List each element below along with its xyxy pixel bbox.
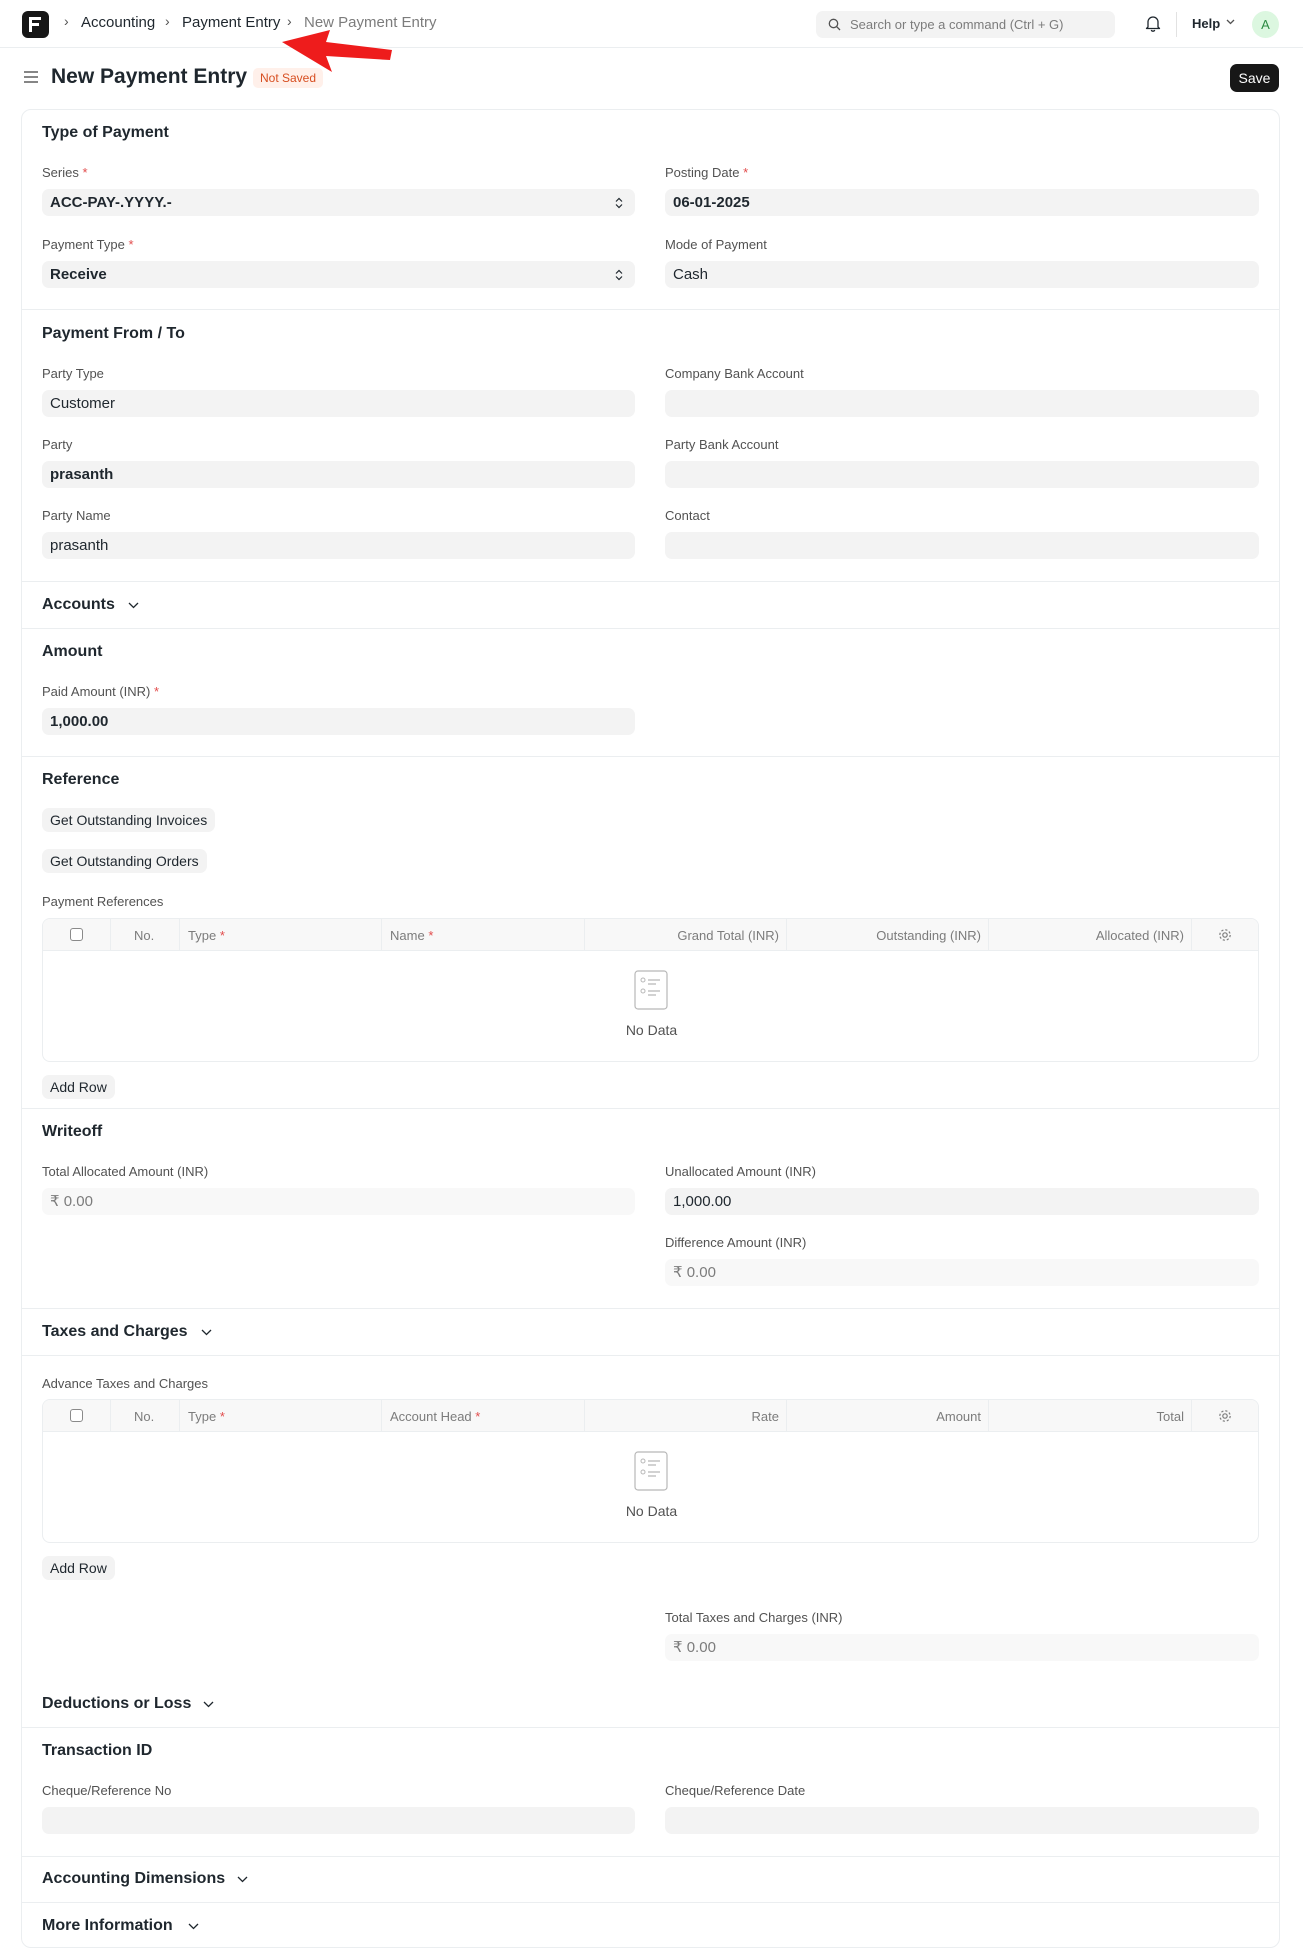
search-icon — [828, 18, 841, 31]
contact-label: Contact — [665, 508, 710, 523]
breadcrumb-separator-icon: › — [165, 13, 170, 29]
breadcrumb-payment-entry[interactable]: Payment Entry — [182, 14, 281, 31]
search-input[interactable] — [850, 11, 1105, 38]
payment-references-label: Payment References — [42, 894, 164, 909]
get-outstanding-invoices-button[interactable]: Get Outstanding Invoices — [42, 808, 215, 832]
breadcrumb-separator-icon: › — [64, 13, 69, 29]
page-title: New Payment Entry — [51, 65, 248, 88]
breadcrumb-accounting[interactable]: Accounting — [81, 14, 156, 31]
column-divider — [381, 919, 382, 951]
unallocated-field: 1,000.00 — [665, 1188, 1259, 1215]
column-header-type: Type * — [188, 928, 225, 943]
search-bar[interactable] — [816, 11, 1115, 38]
breadcrumb-new-payment-entry: New Payment Entry — [304, 14, 437, 31]
section-accounting-dimensions-toggle[interactable]: Accounting Dimensions — [42, 1870, 226, 1887]
section-amount-title: Amount — [42, 643, 103, 660]
column-header-outstanding: Outstanding (INR) — [876, 928, 981, 943]
help-menu[interactable]: Help — [1192, 16, 1221, 31]
column-divider — [584, 919, 585, 951]
column-divider — [110, 1400, 111, 1432]
column-header-amount: Amount — [936, 1409, 981, 1424]
company-bank-account-field[interactable] — [665, 390, 1259, 417]
chevron-down-icon[interactable] — [128, 602, 139, 609]
party-name-field[interactable]: prasanth — [42, 532, 635, 559]
status-badge: Not Saved — [253, 68, 323, 88]
unallocated-label: Unallocated Amount (INR) — [665, 1164, 817, 1179]
advance-taxes-label: Advance Taxes and Charges — [42, 1376, 208, 1391]
mode-of-payment-label: Mode of Payment — [665, 237, 767, 252]
section-more-information-toggle[interactable]: More Information — [42, 1917, 173, 1934]
column-divider — [110, 919, 111, 951]
column-divider — [786, 919, 787, 951]
add-row-button[interactable]: Add Row — [42, 1556, 115, 1580]
navbar — [0, 0, 1303, 48]
party-type-label: Party Type — [42, 366, 104, 381]
column-header-allocated: Allocated (INR) — [1095, 928, 1184, 943]
column-divider — [988, 1400, 989, 1432]
table-header — [43, 1400, 1258, 1432]
column-divider — [786, 1400, 787, 1432]
navbar-divider — [1176, 12, 1177, 37]
payment-type-select[interactable]: Receive — [42, 261, 635, 288]
column-header-grand-total: Grand Total (INR) — [677, 928, 779, 943]
advance-taxes-table — [42, 1399, 1259, 1543]
party-field[interactable]: prasanth — [42, 461, 635, 488]
gear-icon[interactable] — [1218, 1409, 1232, 1423]
section-type-of-payment-title: Type of Payment — [42, 124, 169, 141]
section-transaction-id-title: Transaction ID — [42, 1742, 153, 1759]
cheque-no-field[interactable] — [42, 1807, 635, 1834]
section-reference-title: Reference — [42, 771, 120, 788]
add-row-button[interactable]: Add Row — [42, 1075, 115, 1099]
section-divider — [22, 1856, 1279, 1857]
section-divider — [22, 1902, 1279, 1903]
difference-amount-label: Difference Amount (INR) — [665, 1235, 807, 1250]
column-divider — [584, 1400, 585, 1432]
column-header-total: Total — [1156, 1409, 1184, 1424]
party-bank-account-label: Party Bank Account — [665, 437, 779, 452]
column-header-name: Name * — [390, 928, 434, 943]
chevron-down-icon[interactable] — [1226, 19, 1235, 25]
posting-date-field[interactable]: 06-01-2025 — [665, 189, 1259, 216]
difference-amount-field: ₹ 0.00 — [665, 1259, 1259, 1286]
cheque-no-label: Cheque/Reference No — [42, 1783, 172, 1798]
total-allocated-field: ₹ 0.00 — [42, 1188, 635, 1215]
column-header-type: Type * — [188, 1409, 225, 1424]
section-divider — [22, 1308, 1279, 1309]
party-type-field[interactable]: Customer — [42, 390, 635, 417]
series-label: Series * — [42, 165, 88, 180]
column-divider — [381, 1400, 382, 1432]
save-button[interactable]: Save — [1230, 64, 1279, 92]
section-deductions-toggle[interactable]: Deductions or Loss — [42, 1695, 192, 1712]
company-bank-account-label: Company Bank Account — [665, 366, 804, 381]
chevron-down-icon[interactable] — [201, 1329, 212, 1336]
column-divider — [1191, 919, 1192, 951]
section-divider — [22, 581, 1279, 582]
column-divider — [179, 1400, 180, 1432]
breadcrumb-separator-icon: › — [287, 13, 292, 29]
app-logo[interactable] — [22, 11, 49, 38]
payment-type-label: Payment Type * — [42, 237, 134, 252]
select-arrows-icon — [615, 269, 623, 281]
select-all-checkbox[interactable] — [70, 1409, 83, 1422]
section-taxes-toggle[interactable]: Taxes and Charges — [42, 1323, 188, 1340]
chevron-down-icon[interactable] — [237, 1876, 248, 1883]
empty-state-text: No Data — [625, 1022, 678, 1038]
paid-amount-label: Paid Amount (INR) * — [42, 684, 160, 699]
total-taxes-field: ₹ 0.00 — [665, 1634, 1259, 1661]
user-avatar[interactable]: A — [1252, 11, 1279, 38]
select-all-checkbox[interactable] — [70, 928, 83, 941]
table-header — [43, 919, 1258, 951]
section-divider — [22, 756, 1279, 757]
get-outstanding-orders-button[interactable]: Get Outstanding Orders — [42, 849, 207, 873]
contact-field[interactable] — [665, 532, 1259, 559]
posting-date-label: Posting Date * — [665, 165, 749, 180]
empty-list-icon — [634, 1451, 668, 1491]
column-divider — [988, 919, 989, 951]
section-payment-from-to-title: Payment From / To — [42, 325, 185, 342]
series-select[interactable]: ACC-PAY-.YYYY.- — [42, 189, 635, 216]
empty-list-icon — [634, 970, 668, 1010]
empty-state-text: No Data — [625, 1503, 678, 1519]
select-arrows-icon — [615, 197, 623, 209]
gear-icon[interactable] — [1218, 928, 1232, 942]
total-taxes-label: Total Taxes and Charges (INR) — [665, 1610, 843, 1625]
column-divider — [179, 919, 180, 951]
section-divider — [22, 309, 1279, 310]
section-accounts-toggle[interactable]: Accounts — [42, 596, 115, 613]
section-divider — [22, 1727, 1279, 1728]
chevron-down-icon[interactable] — [188, 1923, 199, 1930]
frappe-logo-icon — [29, 17, 42, 32]
total-allocated-label: Total Allocated Amount (INR) — [42, 1164, 209, 1179]
sidebar-toggle-icon[interactable] — [23, 70, 39, 84]
section-divider — [22, 1108, 1279, 1109]
payment-references-table — [42, 918, 1259, 1062]
mode-of-payment-field[interactable]: Cash — [665, 261, 1259, 288]
notification-bell-icon[interactable] — [1145, 14, 1161, 32]
column-header-no: No. — [134, 928, 155, 943]
section-divider — [22, 1355, 1279, 1356]
cheque-date-field[interactable] — [665, 1807, 1259, 1834]
party-label: Party — [42, 437, 73, 452]
column-divider — [1191, 1400, 1192, 1432]
column-header-rate: Rate — [751, 1409, 779, 1424]
column-header-account-head: Account Head * — [390, 1409, 481, 1424]
column-header-no: No. — [134, 1409, 155, 1424]
cheque-date-label: Cheque/Reference Date — [665, 1783, 806, 1798]
party-name-label: Party Name — [42, 508, 111, 523]
section-divider — [22, 628, 1279, 629]
section-writeoff-title: Writeoff — [42, 1123, 103, 1140]
party-bank-account-field[interactable] — [665, 461, 1259, 488]
chevron-down-icon[interactable] — [203, 1701, 214, 1708]
paid-amount-field[interactable]: 1,000.00 — [42, 708, 635, 735]
